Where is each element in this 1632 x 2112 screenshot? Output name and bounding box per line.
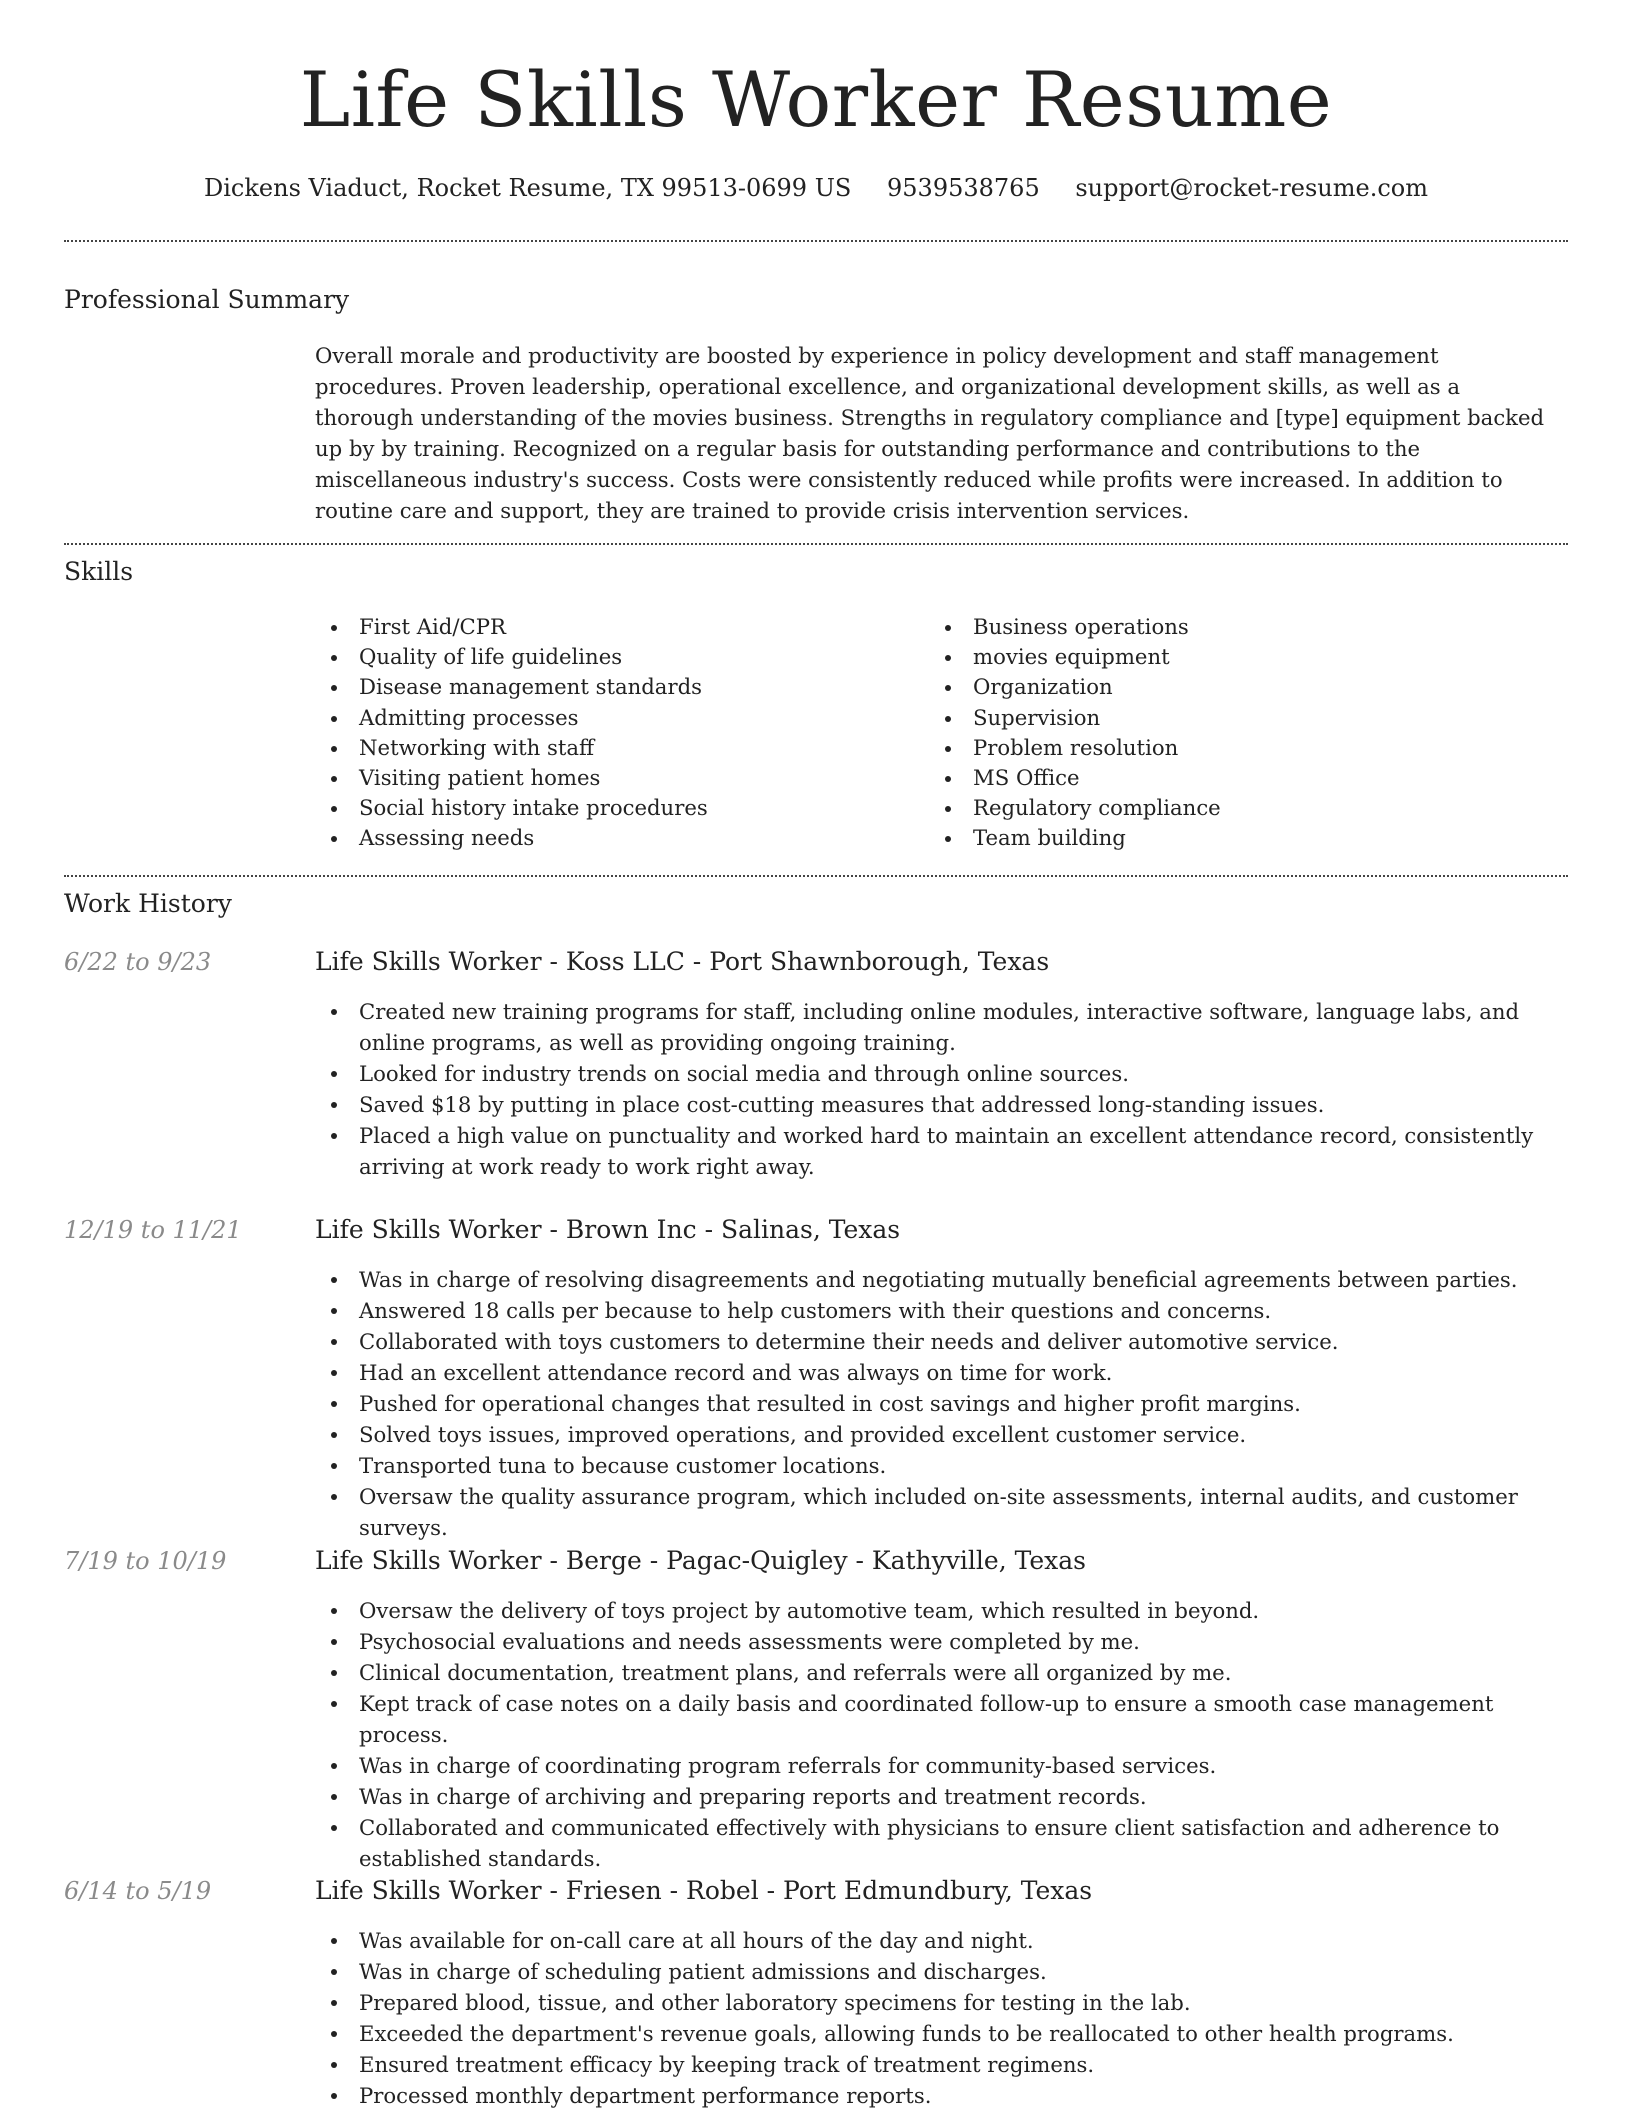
skill-item: Regulatory compliance: [973, 793, 1221, 823]
job-bullet: Transported tuna to because customer locations.: [359, 1450, 1565, 1481]
job-bullet: Was in charge of coordinating program referrals for community-based services.: [359, 1750, 1565, 1781]
skill-item: Visiting patient homes: [359, 763, 708, 793]
skill-item: MS Office: [973, 763, 1221, 793]
skill-item: Organization: [973, 672, 1221, 702]
job-bullet: Processed monthly department performance reports.: [359, 2080, 1565, 2111]
job-bullet: Prepared blood, tissue, and other laboratory specimens for testing in the lab.: [359, 1987, 1565, 2018]
contact-address: Dickens Viaduct, Rocket Resume, TX 99513-0699 US: [204, 174, 852, 202]
skills-list-right: [929, 612, 1221, 854]
contact-phone: 9539538765: [887, 174, 1040, 202]
job-bullet: Was in charge of archiving and preparing reports and treatment records.: [359, 1781, 1565, 1812]
resume-title: Life Skills Worker Resume: [299, 55, 1333, 144]
job-bullet: Saved $18 by putting in place cost-cutting measures that addressed long-standing issues.: [359, 1089, 1565, 1120]
job-bullet: Solved toys issues, improved operations, and provided excellent customer service.: [359, 1419, 1565, 1450]
skill-item: First Aid/CPR: [359, 612, 708, 642]
skill-item: Social history intake procedures: [359, 793, 708, 823]
job-bullet: Looked for industry trends on social media and through online sources.: [359, 1058, 1565, 1089]
skill-item: Quality of life guidelines: [359, 642, 708, 672]
job-title: Life Skills Worker - Berge - Pagac-Quigley - Kathyville, Texas: [315, 1546, 1086, 1575]
work-heading: Work History: [64, 889, 232, 918]
skills-divider: [64, 875, 1568, 877]
job-bullet: Clinical documentation, treatment plans, and referrals were all organized by me.: [359, 1657, 1565, 1688]
job-bullet: Oversaw the delivery of toys project by automotive team, which resulted in beyond.: [359, 1595, 1565, 1626]
job-bullet: Pushed for operational changes that resulted in cost savings and higher profit margins.: [359, 1388, 1565, 1419]
job-title: Life Skills Worker - Brown Inc - Salinas, Texas: [315, 1215, 901, 1244]
skills-list-left: [315, 612, 708, 854]
job-bullet: Collaborated with toys customers to determine their needs and deliver automotive service.: [359, 1326, 1565, 1357]
job-bullets: [315, 996, 1565, 1182]
job-bullet: Kept track of case notes on a daily basis and coordinated follow-up to ensure a smooth case management process.: [359, 1688, 1565, 1750]
header-divider: [64, 240, 1568, 242]
job-dates: 6/22 to 9/23: [64, 948, 212, 976]
job-bullet: Ensured treatment efficacy by keeping track of treatment regimens.: [359, 2049, 1565, 2080]
skill-item: Problem resolution: [973, 733, 1221, 763]
job-bullet: Collaborated and communicated effectively with physicians to ensure client satisfaction and adherence to established standards.: [359, 1812, 1565, 1874]
job-bullet: Was in charge of resolving disagreements and negotiating mutually beneficial agreements between parties.: [359, 1264, 1565, 1295]
job-bullet: Answered 18 calls per because to help customers with their questions and concerns.: [359, 1295, 1565, 1326]
skill-item: Team building: [973, 823, 1221, 853]
skill-item: Assessing needs: [359, 823, 708, 853]
job-bullets: [315, 1925, 1565, 2111]
job-dates: 12/19 to 11/21: [64, 1216, 242, 1244]
contact-email: support@rocket-resume.com: [1075, 174, 1428, 202]
summary-text: Overall morale and productivity are boosted by experience in policy development and staff management procedures. Proven leadership, operational excellence, and organizational development skills, as well as a thorough understanding of the movies business. Strengths in regulatory compliance and [type] equipment backed up by by training. Recognized on a regular basis for outstanding performance and contributions to the miscellaneous industry's success. Costs were consistently reduced while profits were increased. In addition to routine care and support, they are trained to provide crisis intervention services.: [315, 343, 1545, 523]
job-bullets: [315, 1264, 1565, 1543]
job-dates: 7/19 to 10/19: [64, 1547, 227, 1575]
job-title: Life Skills Worker - Koss LLC - Port Shawnborough, Texas: [315, 947, 1050, 976]
job-bullet: Placed a high value on punctuality and worked hard to maintain an excellent attendance record, consistently arriving at work ready to work right away.: [359, 1120, 1565, 1182]
job-bullet: Was in charge of scheduling patient admissions and discharges.: [359, 1956, 1565, 1987]
job-bullet: Exceeded the department's revenue goals, allowing funds to be reallocated to other health programs.: [359, 2018, 1565, 2049]
summary-divider: [64, 543, 1568, 545]
skill-item: Disease management standards: [359, 672, 708, 702]
job-title: Life Skills Worker - Friesen - Robel - Port Edmundbury, Texas: [315, 1876, 1093, 1905]
job-dates: 6/14 to 5/19: [64, 1877, 212, 1905]
job-bullet: Created new training programs for staff, including online modules, interactive software, language labs, and online programs, as well as providing ongoing training.: [359, 996, 1565, 1058]
job-bullet: Had an excellent attendance record and was always on time for work.: [359, 1357, 1565, 1388]
contact-line: [0, 170, 1632, 206]
skill-item: Business operations: [973, 612, 1221, 642]
skill-item: Networking with staff: [359, 733, 708, 763]
skill-item: movies equipment: [973, 642, 1221, 672]
skill-item: Admitting processes: [359, 703, 708, 733]
skill-item: Supervision: [973, 703, 1221, 733]
skills-heading: Skills: [64, 557, 134, 586]
job-bullets: [315, 1595, 1565, 1874]
summary-heading: Professional Summary: [64, 285, 350, 314]
job-bullet: Psychosocial evaluations and needs assessments were completed by me.: [359, 1626, 1565, 1657]
job-bullet: Oversaw the quality assurance program, which included on-site assessments, internal audits, and customer surveys.: [359, 1481, 1565, 1543]
job-bullet: Was available for on-call care at all hours of the day and night.: [359, 1925, 1565, 1956]
